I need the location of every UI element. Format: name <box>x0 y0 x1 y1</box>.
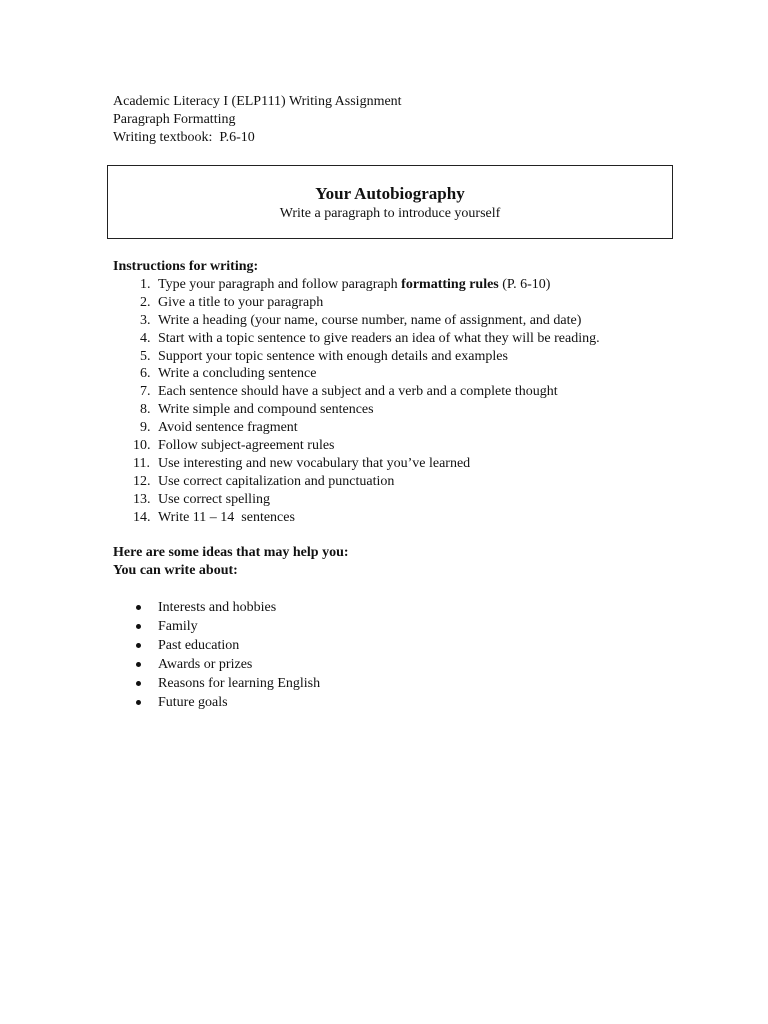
instruction-number: 4. <box>140 330 151 346</box>
instruction-text-main: Use correct spelling <box>158 491 270 507</box>
ideas-heading-line-1: Here are some ideas that may help you: <box>113 545 349 560</box>
instruction-text <box>158 509 295 527</box>
bullet-icon <box>113 655 158 674</box>
bullet-icon <box>113 617 158 636</box>
bullet-icon <box>113 674 158 693</box>
instruction-item <box>113 312 600 330</box>
instructions-heading: Instructions for writing: <box>113 259 259 274</box>
bullet-icon <box>113 598 158 617</box>
textbook-line: Writing textbook: P.6-10 <box>113 130 255 145</box>
idea-item <box>113 674 320 693</box>
instruction-text-main: Use correct capitalization and punctuation <box>158 473 395 489</box>
instruction-number: 8. <box>140 402 151 418</box>
instruction-text-main: Write a heading (your name, course number, name of assignment, and date) <box>158 312 582 328</box>
bullet-icon <box>113 693 158 712</box>
instructions-list <box>113 276 600 526</box>
instruction-number: 2. <box>140 294 151 310</box>
idea-text: Family <box>158 619 198 634</box>
idea-text: Past education <box>158 638 240 653</box>
idea-item <box>113 693 320 712</box>
instruction-text <box>158 473 394 491</box>
instruction-text <box>158 365 316 383</box>
instruction-text-main: Write simple and compound sentences <box>158 402 374 418</box>
instruction-text-main: Use interesting and new vocabulary that you’ve learned <box>158 455 471 471</box>
instruction-text-main: Each sentence should have a subject and a verb and a complete thought <box>158 384 558 400</box>
title-box <box>107 165 673 239</box>
instruction-number: 10. <box>133 438 151 454</box>
instruction-text-main: Start with a topic sentence to give readers an idea of what they will be reading. <box>158 330 600 346</box>
instruction-text-main: Follow subject-agreement rules <box>158 438 335 454</box>
instruction-text-tail: (P. 6-10) <box>498 277 551 292</box>
instruction-item <box>113 330 600 348</box>
instruction-item <box>113 437 600 455</box>
instruction-item <box>113 473 600 491</box>
topic-line: Paragraph Formatting <box>113 112 236 127</box>
bullet-icon <box>113 636 158 655</box>
instruction-item <box>113 455 600 473</box>
document-header <box>113 93 402 147</box>
instruction-text <box>158 437 335 455</box>
idea-item <box>113 617 320 636</box>
idea-item <box>113 655 320 674</box>
instruction-text <box>158 491 270 509</box>
instruction-number: 3. <box>140 312 151 328</box>
instruction-text <box>158 383 558 401</box>
instruction-number: 9. <box>140 420 151 436</box>
instruction-item <box>113 348 600 366</box>
instruction-item <box>113 491 600 509</box>
course-title: Academic Literacy I (ELP111) Writing Assignment <box>113 94 402 109</box>
assignment-subtitle: Write a paragraph to introduce yourself <box>279 206 501 221</box>
assignment-title: Your Autobiography <box>315 184 465 203</box>
instruction-text <box>158 294 323 312</box>
instruction-text-main: Write 11 – 14 sentences <box>158 509 295 525</box>
instruction-item <box>113 294 600 312</box>
instruction-text <box>158 455 470 473</box>
instruction-text <box>158 401 374 419</box>
ideas-list <box>113 598 320 712</box>
idea-text: Awards or prizes <box>158 657 253 672</box>
instruction-text-main: Support your topic sentence with enough details and examples <box>158 348 508 364</box>
instruction-item <box>113 365 600 383</box>
instruction-text <box>158 276 550 294</box>
instruction-text-main: Write a concluding sentence <box>158 366 317 382</box>
instruction-item <box>113 276 600 294</box>
instruction-text-main: Give a title to your paragraph <box>158 294 324 310</box>
idea-text: Interests and hobbies <box>158 600 277 615</box>
instruction-number: 5. <box>140 348 151 364</box>
instruction-text-main: Type your paragraph and follow paragraph <box>158 277 402 292</box>
instruction-text-bold: formatting rules <box>401 277 499 292</box>
instruction-text-main: Avoid sentence fragment <box>158 420 298 436</box>
instruction-text <box>158 419 298 437</box>
instruction-number: 1. <box>140 277 151 292</box>
idea-text: Future goals <box>158 695 228 710</box>
instruction-number: 12. <box>133 473 151 489</box>
instruction-number: 11. <box>133 455 150 471</box>
instruction-number: 14. <box>133 509 151 525</box>
instruction-text <box>158 312 581 330</box>
instruction-number: 6. <box>140 366 151 382</box>
idea-item <box>113 636 320 655</box>
instruction-item <box>113 401 600 419</box>
idea-text: Reasons for learning English <box>158 676 321 691</box>
instruction-item <box>113 509 600 527</box>
instruction-item <box>113 383 600 401</box>
instruction-number: 7. <box>140 384 151 400</box>
ideas-heading-line-2: You can write about: <box>113 563 238 578</box>
instruction-text <box>158 330 600 348</box>
ideas-heading <box>113 544 349 580</box>
instruction-item <box>113 419 600 437</box>
idea-item <box>113 598 320 617</box>
instruction-number: 13. <box>133 491 151 507</box>
instruction-text <box>158 348 508 366</box>
